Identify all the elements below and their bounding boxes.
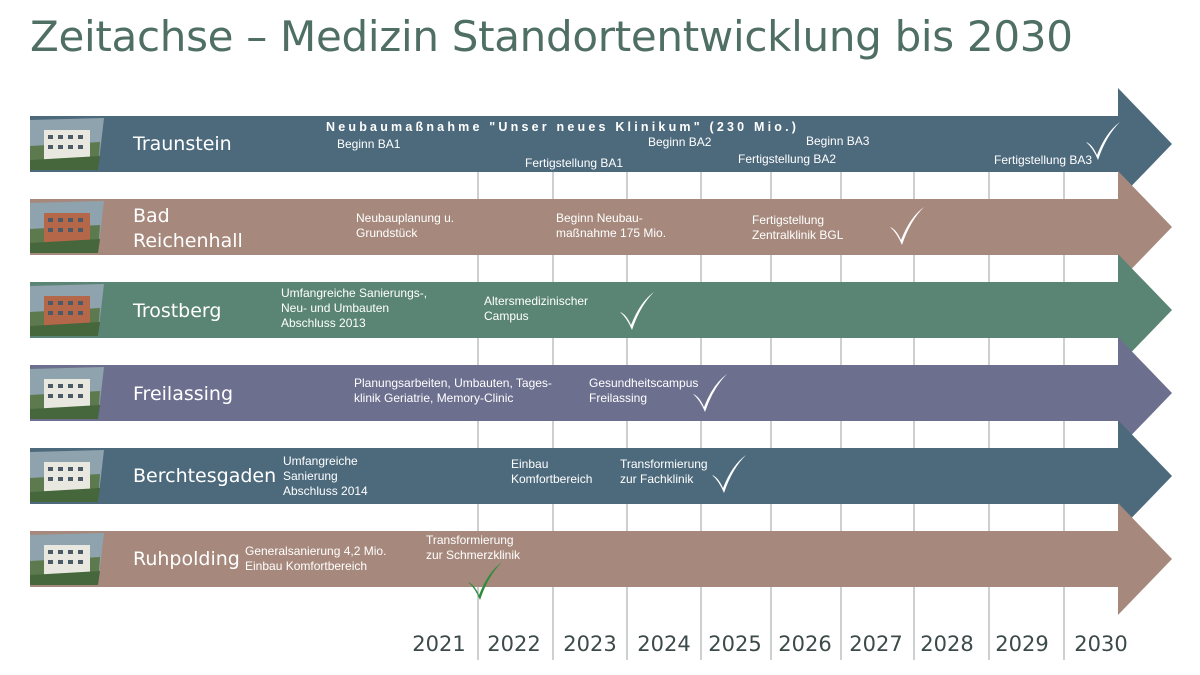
location-name: Traunstein xyxy=(133,133,232,155)
event-label: Altersmedizinischer Campus xyxy=(484,294,589,323)
location-name: Freilassing xyxy=(133,383,234,405)
hospital-photo-icon xyxy=(30,284,104,336)
event-label: Transformierung zur Schmerzklinik xyxy=(426,533,521,562)
event-label: Transformierung zur Fachklinik xyxy=(620,457,708,486)
year-label: 2026 xyxy=(778,632,832,656)
event-label: Umfangreiche Sanierungs-, Neu- und Umbauten Abschluss 2013 xyxy=(281,286,428,330)
year-label: 2027 xyxy=(849,632,903,656)
event-label: Beginn BA2 xyxy=(648,135,712,149)
year-label: 2023 xyxy=(563,632,617,656)
location-name: Berchtesgaden xyxy=(133,465,277,487)
location-name: Reichenhall xyxy=(133,230,243,252)
event-label: Einbau Komfortbereich xyxy=(511,457,593,486)
event-label: Neubauplanung u. Grundstück xyxy=(356,211,455,240)
location-name: Trostberg xyxy=(133,300,222,322)
row-freilassing xyxy=(30,337,1172,449)
year-axis xyxy=(412,632,1127,656)
event-label: Fertigstellung BA1 xyxy=(525,156,624,170)
hospital-photo-icon xyxy=(30,450,104,502)
row-trostberg xyxy=(30,254,1172,366)
hospital-photo-icon xyxy=(30,118,104,170)
hospital-photo-icon xyxy=(30,201,104,253)
event-label: Fertigstellung BA3 xyxy=(994,153,1093,167)
hospital-photo-icon xyxy=(30,367,104,419)
event-label: Generalsanierung 4,2 Mio. Einbau Komfortbereich xyxy=(245,544,387,573)
year-label: 2022 xyxy=(487,632,541,656)
event-label: Beginn BA1 xyxy=(337,137,401,151)
year-label: 2029 xyxy=(995,632,1049,656)
year-label: 2024 xyxy=(637,632,691,656)
row-berchtesgaden xyxy=(30,420,1172,532)
event-label: Umfangreiche Sanierung Abschluss 2014 xyxy=(283,454,368,498)
row-ruhpolding xyxy=(30,503,1172,615)
year-label: 2021 xyxy=(412,632,466,656)
location-name: Bad xyxy=(133,205,170,227)
row-reichenhall xyxy=(30,171,1172,283)
page-title: Zeitachse – Medizin Standortentwicklung bis 2030 xyxy=(30,12,1073,61)
hospital-photo-icon xyxy=(30,533,104,585)
year-label: 2025 xyxy=(708,632,762,656)
row-heading: Neubaumaßnahme "Unser neues Klinikum" (230 Mio.) xyxy=(326,120,800,134)
event-label: Gesundheitscampus Freilassing xyxy=(589,376,699,405)
event-label: Planungsarbeiten, Umbauten, Tages-klinik Geriatrie, Memory-Clinic xyxy=(354,376,552,405)
event-label: Fertigstellung BA2 xyxy=(738,152,837,166)
event-label: Beginn BA3 xyxy=(806,134,870,148)
year-label: 2028 xyxy=(920,632,974,656)
location-name: Ruhpolding xyxy=(133,548,240,570)
event-label: Fertigstellung Zentralklinik BGL xyxy=(752,213,844,242)
row-traunstein xyxy=(30,88,1172,200)
year-label: 2030 xyxy=(1074,632,1128,656)
event-label: Beginn Neubau-maßnahme 175 Mio. xyxy=(556,211,667,240)
